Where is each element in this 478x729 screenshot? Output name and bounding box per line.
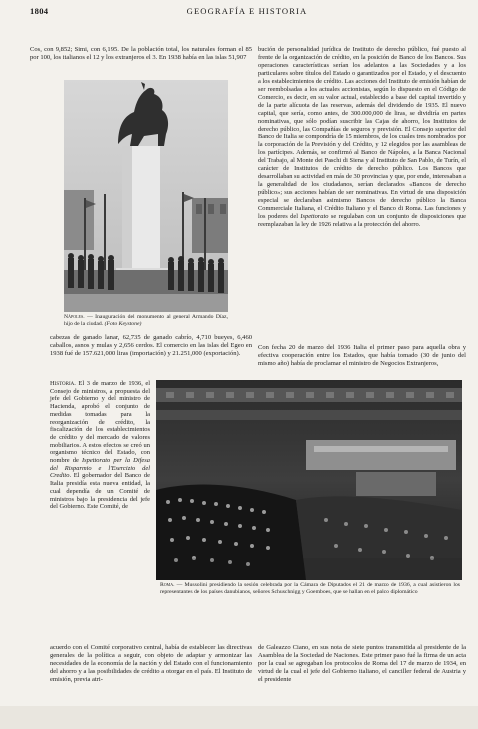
ispettorato-ref: Ispettorato	[300, 213, 329, 221]
monument-photo-caption	[64, 314, 228, 328]
monument-photo	[64, 80, 228, 312]
caption-place-roma: Roma.	[160, 582, 175, 588]
left-top-paragraph: Cos, con 9,852; Simi, con 6,195. De la población total, los naturales forman el 85 por 100, los italianos el 12 y los extranjeros el 3. En 1938 había en las islas 51,907	[30, 46, 252, 62]
page-number: 1804	[30, 6, 49, 16]
right-top-body: bución de personalidad jurídica de Instituto de derecho público, fué puesto al frente de la organización de crédito, en la posición de Banco de los Bancos. Sus operaciones características serían los adelantos a las Sociedades y a los particulares sobre títulos del Estado o garantizados por el Estado, y el descuento a los establecimientos de crédito. Las acciones del Instituto de emisión habían de ser reembolsadas a los actuales accionistas, según lo dispuesto en el Código de Comercio, es decir, en su valor actual, establecido a base del capital invertido y de la parte alícuota de las reservas, además del dividendo de 1935. El nuevo capital, que sería, como antes, de 300.000,000 de liras, se dividiría en partes nominativas, que sólo podían suscribir las Cajas de ahorro, los Institutos de derecho público, las Compañías de seguros y previsión. El Consejo superior del Banco de Italia se compondría de 15 miembros, de los cuales tres nombrados por la corporación de la Previsión y del Crédito, y 12 elegidos por las asambleas de los partícipes. Además, se confirmó al Banco de Nápoles, a la Banca Nacional del Trabajo, al Monte dei Paschi di Siena y al Instituto de San Pablo, de Turín, el carácter de Institutos de crédito de derecho público. Los Bancos que desarrollaban su actividad en más de 30 provincias y que, por ende, interesaban a la generalidad de los ciudadanos, serían declarados «Bancos de derecho público»; sus acciones habían de ser nominativas. En virtud de una disposición especial se declaraban asimismo Bancos de derecho público la Banca Commerciale Italiana, el Crédito Italiano y el Banco di Roma. Las funciones y los poderes del	[258, 46, 466, 221]
left-mid-paragraph: cabezas de ganado lanar, 62,735 de ganado cabrío, 4,710 bueyes, 6,460 caballos, asnos y mulas y 2,656 cerdos. El comercio en las islas del Egeo en 1938 fué de 157.621,000 liras (importación) y 21.251,000 (exportación).	[50, 334, 252, 358]
chamber-photo-caption	[160, 582, 460, 596]
chamber-photo	[156, 380, 462, 580]
historia-paragraph	[50, 380, 150, 511]
historia-body-start: El 3 de marzo de 1936, el Consejo de ministros, a propuesta del jefe del Gobierno y del ministro de Hacienda, aprobó el conjunto de medidas tomadas para la reorganización de crédito, la fiscalización de los establecimientos de crédito y del mercado de valores mobiliarios. A estos efectos se creó un organismo técnico del Estado, con nombre de	[50, 380, 150, 465]
page-header	[30, 6, 464, 18]
caption-credit: (Foto Keystone)	[103, 321, 142, 327]
caption-text-roma: — Mussolini presidiendo la sesión celebrada por la Cámara de Diputados el 21 de marzo de 1936, a cual asistieron los representantes de los países danubianos, señores Schuschnigg y Goemboes, que se hallan en el palco diplomático	[160, 582, 460, 595]
caption-place-napoles: Nápoles.	[64, 314, 85, 320]
historia-heading: Historia.	[50, 380, 76, 387]
historia-body-end: . El gobernador del Banco de Italia presidía esta nueva entidad, la cual dependía de un Comité de ministros bajo la presidencia del jefe del Gobierno. Este Comité, de	[50, 472, 150, 511]
historia-continuation: acuerdo con el Comité corporativo central, había de establecer las directivas generales de la política a seguir, con objeto de adaptar y armonizar las necesidades de la economía de la nación y del Estado con el funcionamiento del ahorro y a las posibilidades de crédito a otorgar en el país. El Instituto de emisión, previa atri-	[50, 644, 252, 684]
ispettorato-name: Ispettorato per la Difesa del Risparmio e l'Esercizio del Credito	[50, 457, 150, 480]
right-bottom-paragraph: de Galeazzo Ciano, en sus nota de siete puntos transmitida al presidente de la Asamblea de la Sociedad de Naciones. Este primer paso fué la firma de un acta por la cual se agregaban los protocolos de Roma del 17 de marzo de 1934, en virtud de la cual el jefe del Gobierno italiano, el canciller federal de Austria y el presidente	[258, 644, 466, 684]
right-top-paragraph	[258, 46, 466, 229]
right-top-tail: se regulaban con un conjunto de disposiciones que reemplazaban la ley de 1926 relativa a la protección del ahorro.	[258, 213, 466, 228]
right-mid-paragraph: Con fecha 20 de marzo del 1936 Italia el primer paso para aquella obra y efectiva cooperación entre los Estados, que había tomado (30 de junio del mismo año) había de proclamar el ministro de Negocios Extranjeros,	[258, 344, 466, 368]
page-bottom-margin	[0, 706, 478, 729]
caption-text-napoles: — Inauguración del monumento al general Armando Díaz, hijo de la ciudad.	[64, 314, 228, 327]
running-title: GEOGRAFÍA E HISTORIA	[186, 6, 308, 16]
